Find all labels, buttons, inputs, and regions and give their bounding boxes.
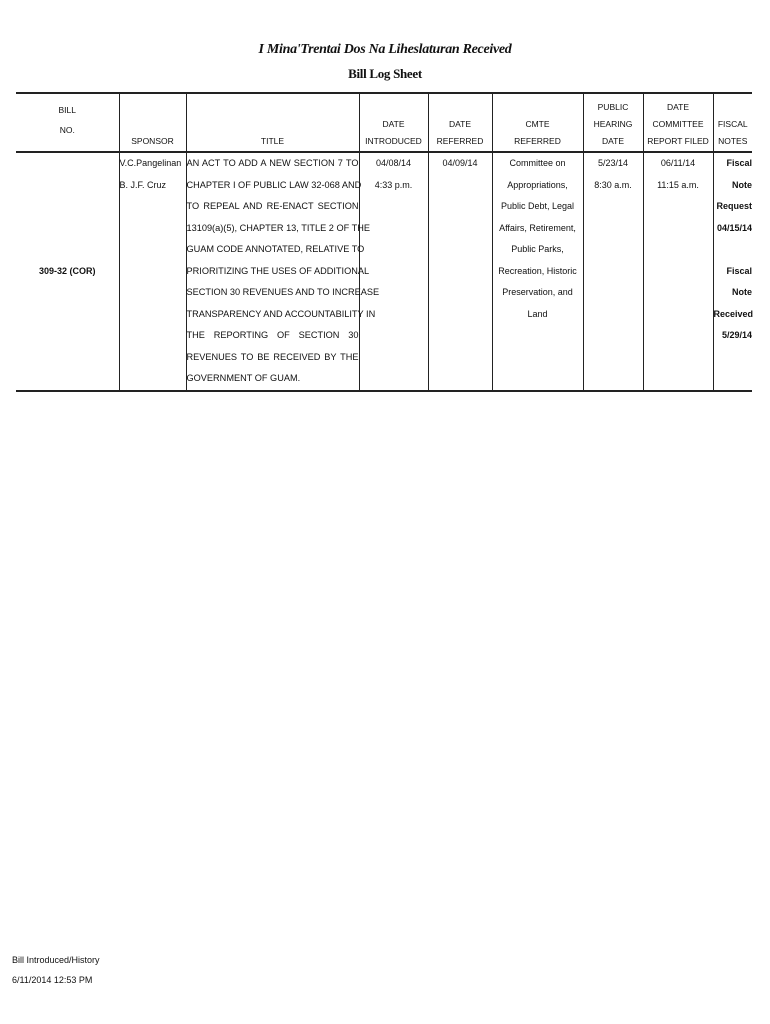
- committee-report-cell: [643, 152, 713, 391]
- hearing-date: 5/23/14: [597, 158, 629, 168]
- bill-title-line: CHAPTER I OF PUBLIC LAW 32-068 AND: [186, 179, 362, 190]
- page-footer: [12, 950, 100, 990]
- cmte-line: Appropriations,: [507, 179, 568, 190]
- sponsor-name: V.C.Pangelinan: [119, 158, 182, 168]
- bill-title-line: GUAM CODE ANNOTATED, RELATIVE TO: [186, 244, 365, 254]
- document-title: I Mina'Trentai Dos Na Liheslaturan Received: [258, 42, 512, 57]
- cmte-line: Land: [527, 308, 548, 319]
- hearing-time: 8:30 a.m.: [594, 179, 632, 190]
- cmte-line: Recreation, Historic: [498, 265, 577, 276]
- bill-log-table: [16, 92, 752, 392]
- cmte-line: Preservation, and: [502, 287, 573, 297]
- bill-number: 309-32 (COR): [16, 152, 119, 391]
- bill-title-line: THE REPORTING OF SECTION 30: [186, 330, 359, 340]
- bill-title-line: TO REPEAL AND RE-ENACT SECTION: [186, 201, 359, 211]
- col-header-date-referred: DATE REFERRED: [428, 93, 492, 152]
- col-header-date-introduced: DATE INTRODUCED: [359, 93, 428, 152]
- bill-title-line: PRIORITIZING THE USES OF ADDITIONAL: [186, 265, 370, 276]
- date-referred-cell: [428, 152, 492, 391]
- col-header-title: TITLE: [186, 93, 359, 152]
- document-subtitle: Bill Log Sheet: [348, 66, 422, 81]
- table-header-row: [16, 93, 752, 152]
- time-introduced: 4:33 p.m.: [374, 179, 413, 190]
- bill-title-line: SECTION 30 REVENUES AND TO INCREASE: [186, 287, 380, 297]
- sponsor-name: B. J.F. Cruz: [119, 179, 167, 190]
- col-header-committee-report-filed: DATE COMMITTEE REPORT FILED: [643, 93, 713, 152]
- fiscal-spacer: [714, 239, 753, 261]
- cmte-line: Committee on: [509, 158, 566, 168]
- cmte-line: Public Parks,: [511, 244, 564, 254]
- cmte-referred-cell: [492, 152, 583, 391]
- fiscal-note-request: Note: [732, 179, 752, 190]
- cmte-line: Affairs, Retirement,: [499, 222, 576, 233]
- date-introduced: 04/08/14: [375, 158, 412, 168]
- bill-title-line: AN ACT TO ADD A NEW SECTION 7 TO: [186, 158, 359, 168]
- fiscal-note-received-date: 5/29/14: [721, 330, 752, 340]
- footer-label: Bill Introduced/History: [12, 955, 100, 965]
- bill-title-line: TRANSPARENCY AND ACCOUNTABILITY IN: [186, 308, 376, 319]
- fiscal-notes-cell: [713, 152, 752, 391]
- col-header-public-hearing-date: PUBLIC HEARING DATE: [583, 93, 643, 152]
- cmte-line: Public Debt, Legal: [500, 201, 575, 211]
- fiscal-note-request: Fiscal: [726, 158, 752, 168]
- report-date: 06/11/14: [660, 158, 696, 168]
- bill-title-cell: [186, 152, 380, 391]
- footer-timestamp: 6/11/2014 12:53 PM: [12, 975, 93, 985]
- col-header-sponsor: SPONSOR: [119, 93, 186, 152]
- fiscal-note-received: Fiscal: [726, 265, 752, 276]
- date-introduced-cell: [359, 152, 428, 391]
- public-hearing-cell: [583, 152, 643, 391]
- sponsor-cell: [119, 152, 186, 391]
- report-time: 11:15 a.m.: [657, 179, 699, 190]
- col-header-fiscal-notes: FISCAL NOTES: [713, 93, 752, 152]
- table-row: [16, 152, 752, 391]
- date-referred: 04/09/14: [442, 158, 478, 168]
- col-header-bill-no: BILL NO.: [16, 93, 119, 152]
- fiscal-note-request: Request: [716, 201, 752, 211]
- fiscal-note-received: Received: [713, 308, 754, 319]
- col-header-cmte-referred: CMTE REFERRED: [492, 93, 583, 152]
- bill-title-line: 13109(a)(5), CHAPTER 13, TITLE 2 OF THE: [186, 222, 370, 233]
- bill-title-line: GOVERNMENT OF GUAM.: [186, 373, 301, 383]
- fiscal-note-request-date: 04/15/14: [716, 222, 752, 233]
- bill-title-line: REVENUES TO BE RECEIVED BY THE: [186, 351, 359, 362]
- fiscal-note-received: Note: [732, 287, 752, 297]
